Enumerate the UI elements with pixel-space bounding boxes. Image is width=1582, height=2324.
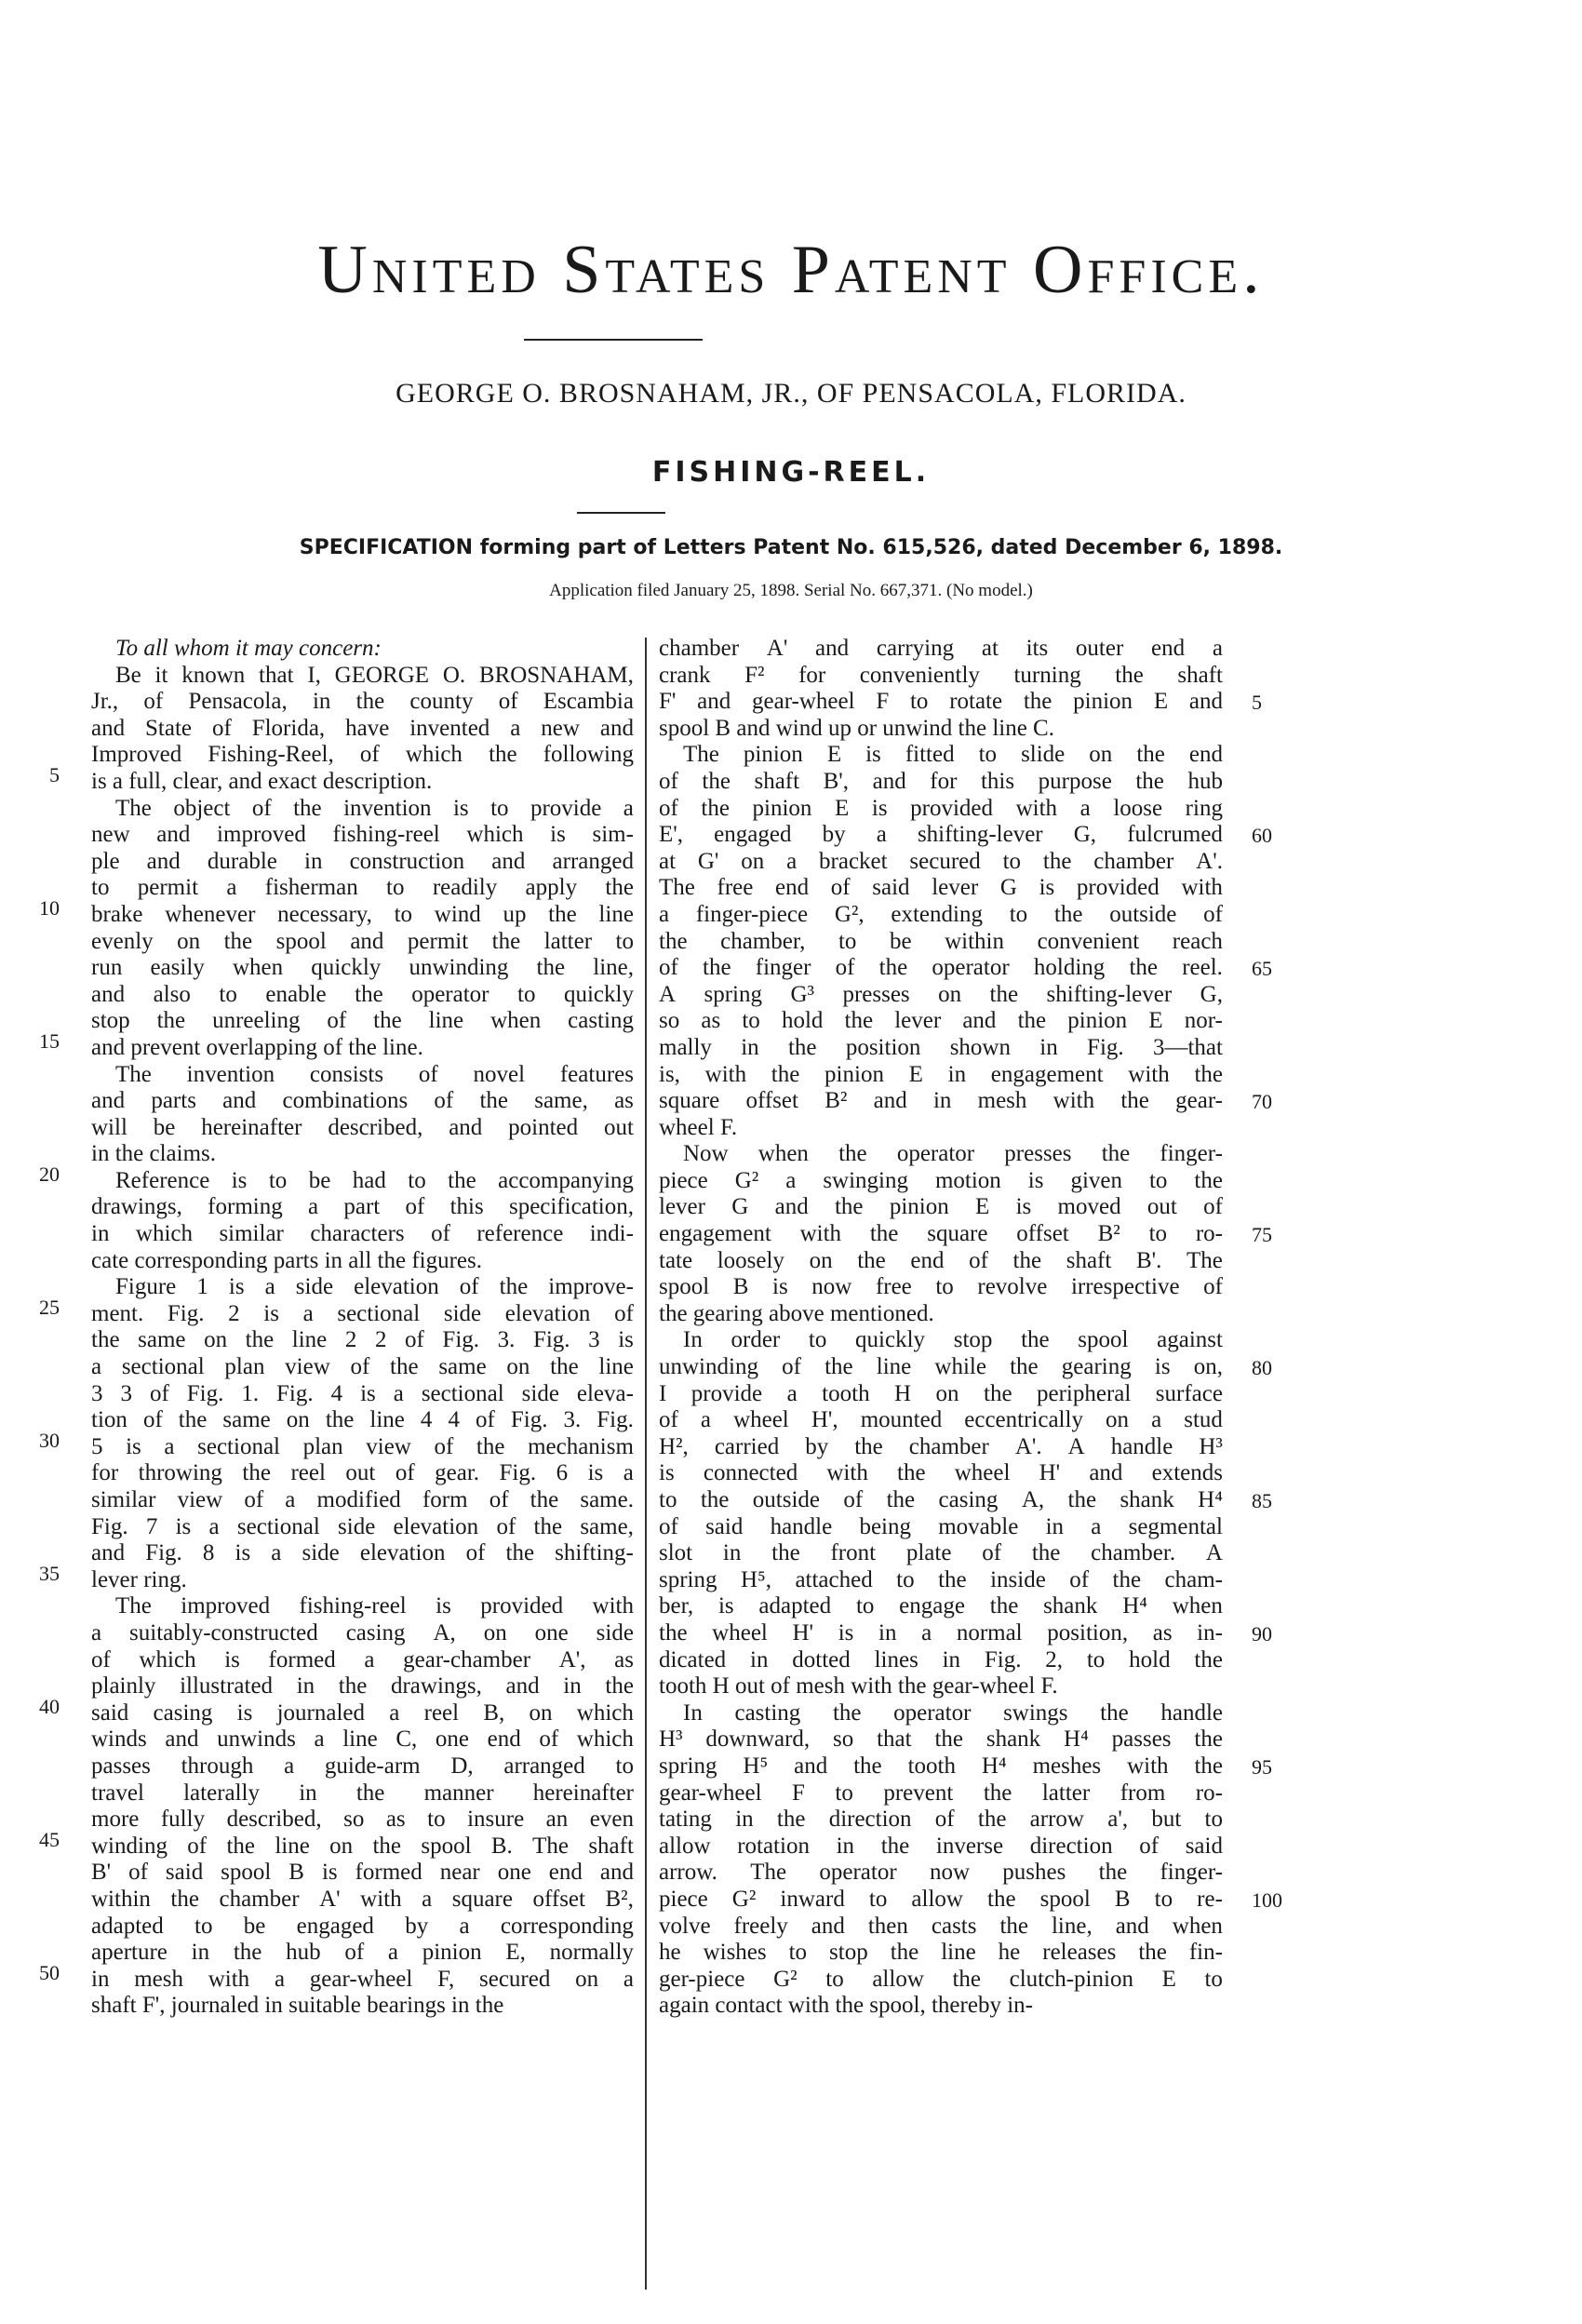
text-line: Fig. 7 is a sectional side elevation of the same,	[91, 1513, 634, 1539]
text-line: a suitably-constructed casing A, on one side	[91, 1619, 634, 1646]
text-line: 3 3 of Fig. 1. Fig. 4 is a sectional side eleva-	[91, 1380, 634, 1406]
text-line: tion of the same on the line 4 4 of Fig. 3. Fig.	[91, 1407, 634, 1433]
text-line: slot in the front plate of the chamber. A	[659, 1540, 1223, 1566]
text-line: The invention consists of novel features	[115, 1061, 634, 1087]
text-line: E', engaged by a shifting-lever G, fulcrumed	[659, 822, 1223, 848]
text-line: piece G² a swinging motion is given to the	[659, 1167, 1223, 1193]
text-line: again contact with the spool, thereby in-	[659, 1993, 1033, 2019]
text-line: Improved Fishing-Reel, of which the following	[91, 742, 634, 768]
text-line: unwinding of the line while the gearing is on,	[659, 1354, 1223, 1380]
text-line: Figure 1 is a side elevation of the improve-	[115, 1274, 634, 1300]
text-line: of which is formed a gear-chamber A', as	[91, 1646, 634, 1672]
text-line: lever ring.	[91, 1566, 187, 1592]
text-line: of the finger of the operator holding the reel.	[659, 955, 1223, 981]
text-line: a sectional plan view of the same on the line	[91, 1354, 634, 1380]
text-line: new and improved fishing-reel which is sim-	[91, 822, 634, 848]
line-number-right: 75	[1252, 1223, 1272, 1247]
text-line: travel laterally in the manner hereinafter	[91, 1780, 634, 1806]
text-line: volve freely and then casts the line, and when	[659, 1913, 1223, 1939]
text-line: allow rotation in the inverse direction of said	[659, 1833, 1223, 1859]
office-title: United States Patent Office.	[317, 232, 1265, 308]
text-line: of a wheel H', mounted eccentrically on a stud	[659, 1407, 1223, 1433]
text-line: in mesh with a gear-wheel F, secured on a	[91, 1966, 634, 1992]
line-number-left: 25	[39, 1296, 60, 1319]
text-line: is a full, clear, and exact description.	[91, 768, 433, 794]
text-line: adapted to be engaged by a corresponding	[91, 1913, 634, 1939]
text-line: dicated in dotted lines in Fig. 2, to hold the	[659, 1646, 1223, 1672]
text-line: Now when the operator presses the finger-	[683, 1141, 1223, 1167]
text-line: and prevent overlapping of the line.	[91, 1034, 423, 1060]
line-number-left: 45	[39, 1828, 60, 1851]
inventor-line: GEORGE O. BROSNAHAM, JR., OF PENSACOLA, FLORIDA.	[396, 378, 1186, 409]
text-line: the wheel H' is in a normal position, as in-	[659, 1619, 1223, 1646]
application-line: Application filed January 25, 1898. Serial No. 667,371. (No model.)	[549, 581, 1033, 600]
text-line: A spring G³ presses on the shifting-lever G,	[659, 981, 1223, 1007]
text-line: aperture in the hub of a pinion E, normally	[91, 1940, 634, 1966]
text-line: arrow. The operator now pushes the finger-	[659, 1860, 1223, 1886]
text-line: to the outside of the casing A, the shank H⁴	[659, 1487, 1223, 1512]
text-line: is connected with the wheel H' and extends	[659, 1460, 1223, 1486]
text-line: spring H⁵ and the tooth H⁴ meshes with the	[659, 1753, 1223, 1779]
text-line: tooth H out of mesh with the gear-wheel F.	[659, 1673, 1058, 1699]
line-number-left: 30	[39, 1429, 60, 1452]
text-line: 5 is a sectional plan view of the mechanism	[91, 1433, 634, 1459]
line-number-right: 70	[1252, 1090, 1272, 1114]
right-text-column	[659, 636, 1223, 2020]
text-line: gear-wheel F to prevent the latter from ro-	[659, 1780, 1223, 1806]
text-line: In casting the operator swings the handle	[683, 1699, 1223, 1726]
line-number-right: 95	[1252, 1755, 1272, 1780]
divider-rule-middle	[577, 512, 665, 514]
text-line: similar view of a modified form of the same.	[91, 1487, 634, 1512]
text-line: tating in the direction of the arrow a', but to	[659, 1807, 1223, 1833]
text-line: ment. Fig. 2 is a sectional side elevation of	[91, 1300, 634, 1326]
text-line: drawings, forming a part of this specification,	[91, 1194, 634, 1220]
divider-rule-top	[524, 339, 703, 341]
text-line: and State of Florida, have invented a new and	[91, 715, 634, 741]
line-number-right: 80	[1252, 1356, 1272, 1380]
text-line: shaft F', journaled in suitable bearings in the	[91, 1993, 504, 2019]
specification-line: SPECIFICATION forming part of Letters Patent No. 615,526, dated December 6, 1898.	[299, 536, 1283, 559]
text-line: wheel F.	[659, 1114, 738, 1140]
text-line: engagement with the square offset B² to ro-	[659, 1221, 1223, 1247]
line-number-left: 50	[39, 1961, 60, 1984]
text-line: of the shaft B', and for this purpose the hub	[659, 768, 1223, 794]
invention-title: FISHING-REEL.	[651, 456, 931, 489]
text-line: F' and gear-wheel F to rotate the pinion E and	[659, 689, 1223, 715]
text-line: spool B is now free to revolve irrespective of	[659, 1274, 1223, 1300]
text-line: and also to enable the operator to quickly	[91, 981, 634, 1007]
line-number-right: 85	[1252, 1489, 1272, 1513]
text-line: the chamber, to be within convenient reach	[659, 928, 1223, 954]
text-line: The improved fishing-reel is provided with	[115, 1593, 634, 1619]
text-line: winding of the line on the spool B. The shaft	[91, 1833, 634, 1859]
text-line: will be hereinafter described, and pointed out	[91, 1114, 634, 1140]
text-line: said casing is journaled a reel B, on which	[91, 1699, 634, 1726]
text-line: Reference is to be had to the accompanying	[115, 1167, 634, 1193]
text-line: H³ downward, so that the shank H⁴ passes the	[659, 1726, 1223, 1753]
text-line: so as to hold the lever and the pinion E nor-	[659, 1008, 1223, 1034]
text-line: passes through a guide-arm D, arranged to	[91, 1753, 634, 1779]
text-line: spool B and wind up or unwind the line C.	[659, 715, 1054, 741]
text-line: tate loosely on the end of the shaft B'. The	[659, 1247, 1223, 1273]
text-line: at G' on a bracket secured to the chamber A'.	[659, 848, 1223, 874]
text-line: Be it known that I, GEORGE O. BROSNAHAM,	[115, 662, 634, 688]
text-line: piece G² inward to allow the spool B to re-	[659, 1886, 1223, 1912]
text-line: of said handle being movable in a segmental	[659, 1513, 1223, 1539]
text-line: ber, is adapted to engage the shank H⁴ when	[659, 1593, 1223, 1619]
text-line: he wishes to stop the line he releases the fin-	[659, 1940, 1223, 1966]
text-line: I provide a tooth H on the peripheral surface	[659, 1380, 1223, 1406]
text-line: Jr., of Pensacola, in the county of Escambia	[91, 689, 634, 715]
text-line: ple and durable in construction and arranged	[91, 848, 634, 874]
text-line: and parts and combinations of the same, as	[91, 1088, 634, 1114]
text-line: B' of said spool B is formed near one end and	[91, 1860, 634, 1886]
column-divider	[645, 638, 647, 2290]
text-line: To all whom it may concern:	[115, 636, 382, 661]
line-number-right: 5	[1252, 691, 1262, 715]
line-number-right: 100	[1252, 1888, 1282, 1913]
text-line: The pinion E is fitted to slide on the end	[683, 742, 1223, 768]
text-line: more fully described, so as to insure an even	[91, 1807, 634, 1833]
text-line: winds and unwinds a line C, one end of which	[91, 1726, 634, 1753]
line-number-left: 40	[39, 1695, 60, 1718]
line-number-left: 10	[39, 896, 60, 920]
text-line: to permit a fisherman to readily apply the	[91, 875, 634, 901]
text-line: cate corresponding parts in all the figures.	[91, 1247, 482, 1273]
text-line: mally in the position shown in Fig. 3—that	[659, 1034, 1223, 1060]
line-number-left: 35	[39, 1562, 60, 1585]
text-line: In order to quickly stop the spool against	[683, 1327, 1223, 1353]
text-line: H², carried by the chamber A'. A handle H³	[659, 1433, 1223, 1459]
text-line: crank F² for conveniently turning the shaft	[659, 662, 1223, 688]
text-line: within the chamber A' with a square offset B²,	[91, 1886, 634, 1912]
text-line: is, with the pinion E in engagement with the	[659, 1061, 1223, 1087]
line-number-right: 90	[1252, 1622, 1272, 1646]
text-line: in the claims.	[91, 1141, 216, 1167]
text-line: the same on the line 2 2 of Fig. 3. Fig. 3 is	[91, 1327, 634, 1353]
line-number-left: 20	[39, 1162, 60, 1186]
text-line: in which similar characters of reference indi-	[91, 1221, 634, 1247]
text-line: ger-piece G² to allow the clutch-pinion E to	[659, 1966, 1223, 1992]
line-number-left: 15	[39, 1029, 60, 1053]
text-line: brake whenever necessary, to wind up the line	[91, 901, 634, 927]
text-line: of the pinion E is provided with a loose ring	[659, 795, 1223, 821]
text-line: and Fig. 8 is a side elevation of the shifting-	[91, 1540, 634, 1566]
text-line: for throwing the reel out of gear. Fig. 6 is a	[91, 1460, 634, 1486]
text-line: chamber A' and carrying at its outer end a	[659, 636, 1223, 661]
line-number-right: 65	[1252, 957, 1272, 981]
text-line: lever G and the pinion E is moved out of	[659, 1194, 1223, 1220]
text-line: spring H⁵, attached to the inside of the cham-	[659, 1566, 1223, 1592]
text-line: the gearing above mentioned.	[659, 1300, 934, 1326]
text-line: evenly on the spool and permit the latter to	[91, 928, 634, 954]
text-line: plainly illustrated in the drawings, and in the	[91, 1673, 634, 1699]
text-line: run easily when quickly unwinding the line,	[91, 955, 634, 981]
text-line: stop the unreeling of the line when casting	[91, 1008, 634, 1034]
text-line: a finger-piece G², extending to the outside of	[659, 901, 1223, 927]
text-line: square offset B² and in mesh with the gear-	[659, 1088, 1223, 1114]
left-text-column	[91, 636, 634, 2020]
line-number-left: 5	[49, 763, 60, 786]
line-number-right: 60	[1252, 824, 1272, 848]
text-line: The object of the invention is to provide a	[115, 795, 634, 821]
text-line: The free end of said lever G is provided with	[659, 875, 1223, 901]
